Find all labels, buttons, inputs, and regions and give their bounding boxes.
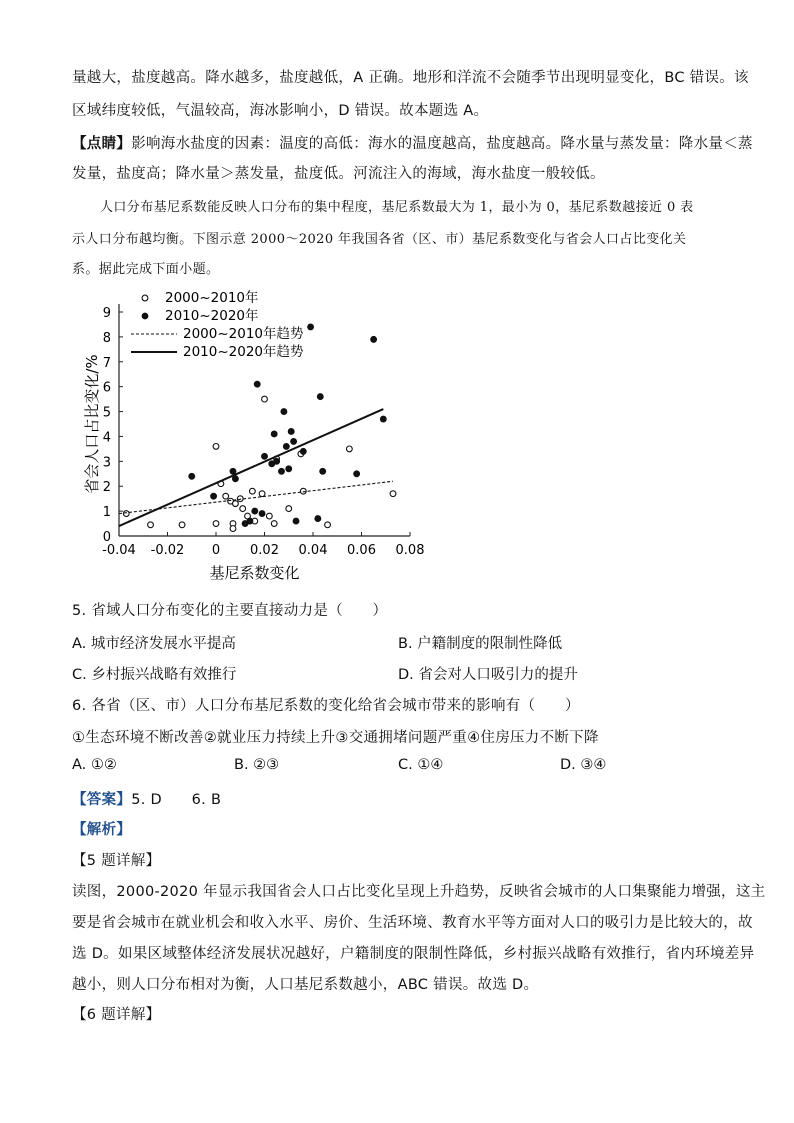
- q6-detail-label: 【6 题详解】: [72, 1007, 161, 1023]
- y-tick-label: 8: [102, 330, 111, 346]
- data-point-2000-2010: [262, 396, 268, 402]
- data-point-2000-2010: [266, 513, 272, 519]
- data-point-2000-2010: [271, 521, 277, 527]
- data-point-2010-2020: [300, 448, 306, 454]
- y-tick-label: 5: [102, 405, 111, 421]
- data-point-2010-2020: [281, 409, 287, 415]
- x-tick-label: 0.04: [298, 543, 328, 558]
- data-point-2010-2020: [315, 516, 321, 522]
- tip-text: 影响海水盐度的因素：温度的高低：海水的温度越高，盐度越高。降水量与蒸发量：降水量＜蒸: [131, 136, 753, 152]
- y-tick-label: 9: [102, 306, 111, 321]
- q6-option-c: C. ①④: [398, 757, 444, 773]
- data-point-2010-2020: [380, 416, 386, 422]
- tip-line: 发量，盐度高；降水量＞蒸发量，盐度低。河流注入的海域，海水盐度一般较低。: [72, 166, 605, 182]
- trend-line-2010-2020: [119, 409, 383, 526]
- data-point-2010-2020: [354, 471, 360, 477]
- x-tick-label: -0.04: [102, 543, 136, 558]
- answer-line: [72, 788, 221, 809]
- legend-label: 2010~2020年趋势: [183, 344, 304, 360]
- data-point-2000-2010: [179, 522, 185, 528]
- q5-detail-line: 越小，则人口分布相对为衡，人口基尼系数越小，ABC 错误。故选 D。: [72, 977, 539, 993]
- data-point-2010-2020: [211, 493, 217, 499]
- chart-legend: [131, 289, 304, 360]
- data-point-2010-2020: [291, 439, 297, 445]
- data-point-2000-2010: [237, 496, 243, 502]
- q6-items: ①生态环境不断改善②就业压力持续上升③交通拥堵问题严重④住房压力不断下降: [72, 730, 599, 746]
- q5-detail-label: 【5 题详解】: [72, 853, 161, 869]
- x-axis-label: 基尼系数变化: [209, 564, 300, 582]
- data-point-2000-2010: [390, 491, 396, 497]
- data-point-2010-2020: [230, 468, 236, 474]
- y-tick-label: 1: [102, 505, 111, 521]
- data-point-2010-2020: [271, 431, 277, 437]
- data-point-2010-2020: [371, 336, 377, 342]
- y-tick-label: 3: [102, 455, 111, 471]
- answer-text: 5. D 6. B: [131, 792, 222, 808]
- data-point-2010-2020: [317, 394, 323, 400]
- data-point-2000-2010: [240, 506, 246, 512]
- data-point-2010-2020: [233, 476, 239, 482]
- data-point-2000-2010: [213, 444, 219, 450]
- x-tick-label: 0.02: [250, 543, 279, 558]
- x-tick-label: 0: [211, 543, 221, 558]
- x-tick-label: 0.06: [347, 543, 376, 558]
- answer-label: 【答案】: [72, 792, 132, 808]
- data-point-2000-2010: [259, 491, 265, 497]
- q6-option-d: D. ③④: [560, 757, 607, 773]
- data-point-2010-2020: [283, 444, 289, 450]
- legend-label: 2000~2010年趋势: [183, 326, 304, 342]
- intro-line: 系。据此完成下面小题。: [72, 262, 220, 277]
- intro-line: 示人口分布越均衡。下图示意 2000～2020 年我国各省（区、市）基尼系数变化与省会人口占比变化关: [72, 232, 687, 247]
- tip-label: 【点睛】: [72, 136, 132, 152]
- data-point-2000-2010: [233, 501, 239, 507]
- legend-filled-marker: [142, 313, 148, 319]
- legend-hollow-marker: [142, 295, 148, 301]
- tip-line: [72, 132, 753, 153]
- x-tick-label: -0.02: [150, 543, 185, 558]
- data-point-2010-2020: [286, 466, 292, 472]
- q5-detail-line: 读图，2000-2020 年显示我国省会人口占比变化呈现上升趋势，反映省会城市的人口集聚能力增强，这主: [72, 884, 766, 900]
- q5-detail-line: 要是省会城市在就业机会和收入水平、房价、生活环境、教育水平等方面对人口的吸引力是比较大的，故: [72, 915, 753, 931]
- q5-option-a: A. 城市经济发展水平提高: [72, 636, 236, 652]
- legend-label: 2000~2010年: [165, 290, 259, 306]
- data-point-2010-2020: [189, 473, 195, 479]
- paragraph-line: 量越大，盐度越高。降水越多，盐度越低，A 正确。地形和洋流不会随季节出现明显变化，BC 错误。该: [72, 70, 749, 86]
- data-point-2000-2010: [230, 526, 236, 532]
- data-point-2010-2020: [288, 429, 294, 435]
- q5-option-d: D. 省会对人口吸引力的提升: [398, 667, 578, 683]
- y-tick-label: 4: [102, 430, 111, 446]
- data-point-2000-2010: [213, 521, 219, 527]
- legend-label: 2010~2020年: [165, 308, 259, 324]
- q6-option-a: A. ①②: [72, 757, 117, 773]
- data-point-2010-2020: [308, 324, 314, 330]
- q5-option-b: B. 户籍制度的限制性降低: [398, 636, 563, 652]
- data-point-2010-2020: [247, 518, 253, 524]
- data-point-2000-2010: [346, 446, 352, 452]
- question-5: 5. 省域人口分布变化的主要直接动力是（ ）: [72, 603, 388, 619]
- y-axis-label: 省会人口占比变化/%: [83, 354, 101, 494]
- data-point-2010-2020: [254, 381, 260, 387]
- y-tick-label: 6: [102, 380, 111, 396]
- analysis-label: 【解析】: [72, 822, 132, 838]
- data-point-2000-2010: [325, 522, 331, 528]
- intro-line: 人口分布基尼系数能反映人口分布的集中程度，基尼系数最大为 1，最小为 0，基尼系数越接近 0 表: [100, 200, 694, 215]
- data-point-2010-2020: [262, 453, 268, 459]
- y-tick-label: 0: [102, 530, 111, 545]
- data-point-2010-2020: [259, 511, 265, 517]
- question-6: 6. 各省（区、市）人口分布基尼系数的变化给省会城市带来的影响有（ ）: [72, 698, 580, 714]
- data-point-2010-2020: [320, 468, 326, 474]
- scatter-chart: [85, 290, 445, 590]
- y-tick-label: 2: [102, 480, 111, 496]
- data-point-2000-2010: [223, 493, 229, 499]
- data-point-2000-2010: [249, 488, 255, 494]
- q6-option-b: B. ②③: [234, 757, 280, 773]
- paragraph-line: 区域纬度较低，气温较高，海冰影响小，D 错误。故本题选 A。: [72, 103, 489, 119]
- data-point-2010-2020: [293, 518, 299, 524]
- data-point-2010-2020: [252, 508, 258, 514]
- data-point-2000-2010: [123, 511, 129, 517]
- x-tick-label: 0.08: [395, 543, 425, 558]
- data-point-2000-2010: [286, 506, 292, 512]
- q5-option-c: C. 乡村振兴战略有效推行: [72, 667, 237, 683]
- q5-detail-line: 选 D。如果区域整体经济发展状况越好，户籍制度的限制性降低，乡村振兴战略有效推行，省内环境差异: [72, 946, 755, 962]
- data-point-2010-2020: [279, 468, 285, 474]
- data-point-2000-2010: [148, 522, 154, 528]
- data-point-2010-2020: [274, 458, 280, 464]
- y-tick-label: 7: [102, 355, 111, 371]
